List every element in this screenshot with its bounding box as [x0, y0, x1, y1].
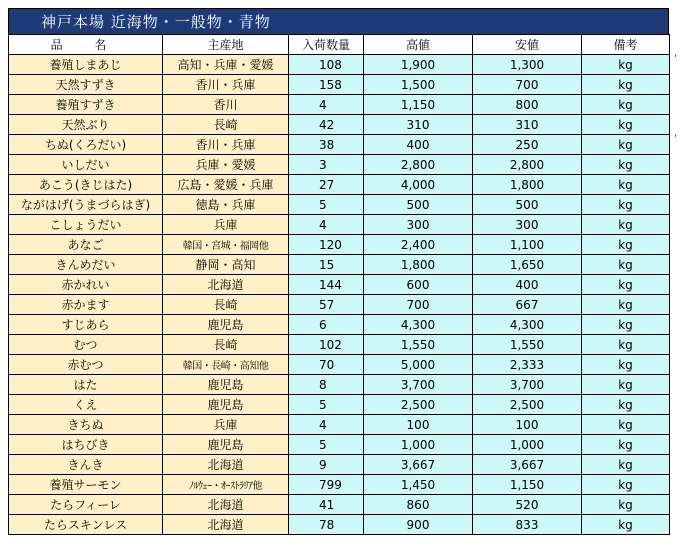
- cell-low-price: 800: [473, 95, 582, 115]
- table-row: [9, 275, 670, 295]
- cell-quantity: 158: [289, 75, 364, 95]
- cell-quantity: 6: [289, 315, 364, 335]
- cell-low-price: 667: [473, 295, 582, 315]
- cell-origin: ﾉﾙｳｪｰ・ｵｰｽﾄﾗﾘｱ他: [163, 475, 289, 495]
- header-row: [9, 35, 670, 55]
- cell-origin: 香川・兵庫: [163, 75, 289, 95]
- cell-quantity: 108: [289, 55, 364, 75]
- cell-unit: kg: [582, 195, 670, 215]
- cell-quantity: 4: [289, 215, 364, 235]
- table-row: [9, 475, 670, 495]
- edge-mark: ,: [674, 128, 678, 139]
- cell-low-price: 4,300: [473, 315, 582, 335]
- cell-unit: kg: [582, 115, 670, 135]
- cell-unit: kg: [582, 315, 670, 335]
- header-quantity: 入荷数量: [289, 35, 364, 55]
- cell-origin: 北海道: [163, 515, 289, 535]
- cell-unit: kg: [582, 435, 670, 455]
- header-remarks: 備考: [582, 35, 670, 55]
- cell-quantity: 120: [289, 235, 364, 255]
- table-row: [9, 255, 670, 275]
- cell-high-price: 300: [364, 215, 473, 235]
- table-row: [9, 75, 670, 95]
- cell-high-price: 100: [364, 415, 473, 435]
- cell-name: きんき: [9, 455, 163, 475]
- cell-quantity: 8: [289, 375, 364, 395]
- cell-quantity: 799: [289, 475, 364, 495]
- table-row: [9, 95, 670, 115]
- table-row: [9, 195, 670, 215]
- cell-unit: kg: [582, 295, 670, 315]
- table-row: [9, 315, 670, 335]
- cell-origin: 韓国・宮城・福岡他: [163, 235, 289, 255]
- cell-high-price: 1,150: [364, 95, 473, 115]
- header-name: 品 名: [9, 35, 163, 55]
- cell-unit: kg: [582, 215, 670, 235]
- header-origin: 主産地: [163, 35, 289, 55]
- table-row: [9, 515, 670, 535]
- cell-low-price: 1,100: [473, 235, 582, 255]
- cell-unit: kg: [582, 375, 670, 395]
- cell-low-price: 3,667: [473, 455, 582, 475]
- cell-unit: kg: [582, 175, 670, 195]
- cell-unit: kg: [582, 455, 670, 475]
- cell-origin: 香川: [163, 95, 289, 115]
- table-row: [9, 295, 670, 315]
- cell-high-price: 500: [364, 195, 473, 215]
- cell-quantity: 4: [289, 415, 364, 435]
- cell-quantity: 5: [289, 195, 364, 215]
- table-row: [9, 415, 670, 435]
- cell-low-price: 2,333: [473, 355, 582, 375]
- cell-origin: 長崎: [163, 295, 289, 315]
- cell-low-price: 1,550: [473, 335, 582, 355]
- cell-low-price: 1,150: [473, 475, 582, 495]
- header-high-price: 高値: [364, 35, 473, 55]
- cell-name: たらスキンレス: [9, 515, 163, 535]
- cell-low-price: 700: [473, 75, 582, 95]
- cell-high-price: 2,500: [364, 395, 473, 415]
- table-row: [9, 375, 670, 395]
- cell-unit: kg: [582, 495, 670, 515]
- cell-name: すじあら: [9, 315, 163, 335]
- cell-quantity: 42: [289, 115, 364, 135]
- cell-origin: 鹿児島: [163, 315, 289, 335]
- cell-low-price: 500: [473, 195, 582, 215]
- table-row: [9, 455, 670, 475]
- cell-low-price: 2,800: [473, 155, 582, 175]
- cell-quantity: 57: [289, 295, 364, 315]
- cell-name: あなご: [9, 235, 163, 255]
- cell-low-price: 520: [473, 495, 582, 515]
- table-row: [9, 355, 670, 375]
- cell-unit: kg: [582, 155, 670, 175]
- cell-name: ちぬ(くろだい): [9, 135, 163, 155]
- cell-high-price: 2,400: [364, 235, 473, 255]
- cell-origin: 鹿児島: [163, 395, 289, 415]
- cell-low-price: 100: [473, 415, 582, 435]
- cell-name: あこう(きじはた): [9, 175, 163, 195]
- table-row: [9, 155, 670, 175]
- cell-name: たらフィーレ: [9, 495, 163, 515]
- cell-low-price: 2,500: [473, 395, 582, 415]
- cell-quantity: 27: [289, 175, 364, 195]
- cell-origin: 兵庫: [163, 415, 289, 435]
- table-row: [9, 235, 670, 255]
- cell-high-price: 400: [364, 135, 473, 155]
- cell-high-price: 2,800: [364, 155, 473, 175]
- cell-name: 養殖しまあじ: [9, 55, 163, 75]
- table-row: [9, 435, 670, 455]
- cell-origin: 兵庫: [163, 215, 289, 235]
- cell-low-price: 1,650: [473, 255, 582, 275]
- cell-unit: kg: [582, 75, 670, 95]
- cell-high-price: 3,700: [364, 375, 473, 395]
- cell-low-price: 833: [473, 515, 582, 535]
- cell-low-price: 1,800: [473, 175, 582, 195]
- table-row: [9, 175, 670, 195]
- cell-quantity: 15: [289, 255, 364, 275]
- cell-name: 赤かれい: [9, 275, 163, 295]
- cell-origin: 北海道: [163, 455, 289, 475]
- header-low-price: 安値: [473, 35, 582, 55]
- cell-origin: 広島・愛媛・兵庫: [163, 175, 289, 195]
- table-row: [9, 135, 670, 155]
- cell-origin: 兵庫・愛媛: [163, 155, 289, 175]
- cell-origin: 徳島・兵庫: [163, 195, 289, 215]
- cell-quantity: 38: [289, 135, 364, 155]
- cell-origin: 北海道: [163, 275, 289, 295]
- cell-name: いしだい: [9, 155, 163, 175]
- cell-high-price: 1,450: [364, 475, 473, 495]
- cell-high-price: 900: [364, 515, 473, 535]
- table-row: [9, 335, 670, 355]
- cell-low-price: 310: [473, 115, 582, 135]
- cell-unit: kg: [582, 475, 670, 495]
- cell-name: 天然ぶり: [9, 115, 163, 135]
- cell-high-price: 600: [364, 275, 473, 295]
- cell-low-price: 400: [473, 275, 582, 295]
- cell-high-price: 1,800: [364, 255, 473, 275]
- cell-unit: kg: [582, 235, 670, 255]
- cell-unit: kg: [582, 135, 670, 155]
- cell-quantity: 3: [289, 155, 364, 175]
- cell-origin: 鹿児島: [163, 375, 289, 395]
- cell-quantity: 4: [289, 95, 364, 115]
- cell-low-price: 300: [473, 215, 582, 235]
- cell-name: くえ: [9, 395, 163, 415]
- cell-origin: 北海道: [163, 495, 289, 515]
- cell-quantity: 144: [289, 275, 364, 295]
- cell-name: こしょうだい: [9, 215, 163, 235]
- cell-name: 養殖すずき: [9, 95, 163, 115]
- cell-low-price: 3,700: [473, 375, 582, 395]
- cell-quantity: 102: [289, 335, 364, 355]
- cell-origin: 静岡・高知: [163, 255, 289, 275]
- cell-quantity: 78: [289, 515, 364, 535]
- cell-unit: kg: [582, 355, 670, 375]
- table-row: [9, 55, 670, 75]
- cell-high-price: 1,900: [364, 55, 473, 75]
- cell-origin: 鹿児島: [163, 435, 289, 455]
- cell-high-price: 1,000: [364, 435, 473, 455]
- price-sheet: [8, 8, 670, 535]
- cell-name: 養殖サーモン: [9, 475, 163, 495]
- cell-name: むつ: [9, 335, 163, 355]
- cell-high-price: 5,000: [364, 355, 473, 375]
- edge-mark: ,: [674, 48, 678, 59]
- cell-unit: kg: [582, 335, 670, 355]
- cell-quantity: 9: [289, 455, 364, 475]
- cell-name: きんめだい: [9, 255, 163, 275]
- cell-high-price: 1,500: [364, 75, 473, 95]
- cell-high-price: 1,550: [364, 335, 473, 355]
- cell-name: 赤むつ: [9, 355, 163, 375]
- cell-low-price: 250: [473, 135, 582, 155]
- cell-high-price: 4,300: [364, 315, 473, 335]
- cell-name: はた: [9, 375, 163, 395]
- cell-unit: kg: [582, 515, 670, 535]
- table-body: [9, 55, 670, 535]
- cell-unit: kg: [582, 95, 670, 115]
- cell-quantity: 5: [289, 395, 364, 415]
- price-table: [8, 34, 670, 535]
- cell-high-price: 4,000: [364, 175, 473, 195]
- cell-high-price: 310: [364, 115, 473, 135]
- sheet-title: 神戸本場 近海物・一般物・青物: [8, 8, 669, 34]
- cell-high-price: 3,667: [364, 455, 473, 475]
- cell-origin: 香川・兵庫: [163, 135, 289, 155]
- cell-origin: 高知・兵庫・愛媛: [163, 55, 289, 75]
- cell-unit: kg: [582, 415, 670, 435]
- cell-origin: 長崎: [163, 115, 289, 135]
- cell-unit: kg: [582, 275, 670, 295]
- cell-quantity: 70: [289, 355, 364, 375]
- cell-name: はちびき: [9, 435, 163, 455]
- cell-high-price: 700: [364, 295, 473, 315]
- cell-quantity: 5: [289, 435, 364, 455]
- cell-name: 天然すずき: [9, 75, 163, 95]
- table-row: [9, 215, 670, 235]
- table-row: [9, 495, 670, 515]
- cell-quantity: 41: [289, 495, 364, 515]
- cell-high-price: 860: [364, 495, 473, 515]
- cell-name: ながはげ(うまづらはぎ): [9, 195, 163, 215]
- cell-low-price: 1,000: [473, 435, 582, 455]
- table-row: [9, 115, 670, 135]
- cell-name: 赤かます: [9, 295, 163, 315]
- table-row: [9, 395, 670, 415]
- cell-origin: 韓国・長崎・高知他: [163, 355, 289, 375]
- cell-unit: kg: [582, 255, 670, 275]
- cell-unit: kg: [582, 55, 670, 75]
- cell-name: きちぬ: [9, 415, 163, 435]
- cell-origin: 長崎: [163, 335, 289, 355]
- cell-low-price: 1,300: [473, 55, 582, 75]
- cell-unit: kg: [582, 395, 670, 415]
